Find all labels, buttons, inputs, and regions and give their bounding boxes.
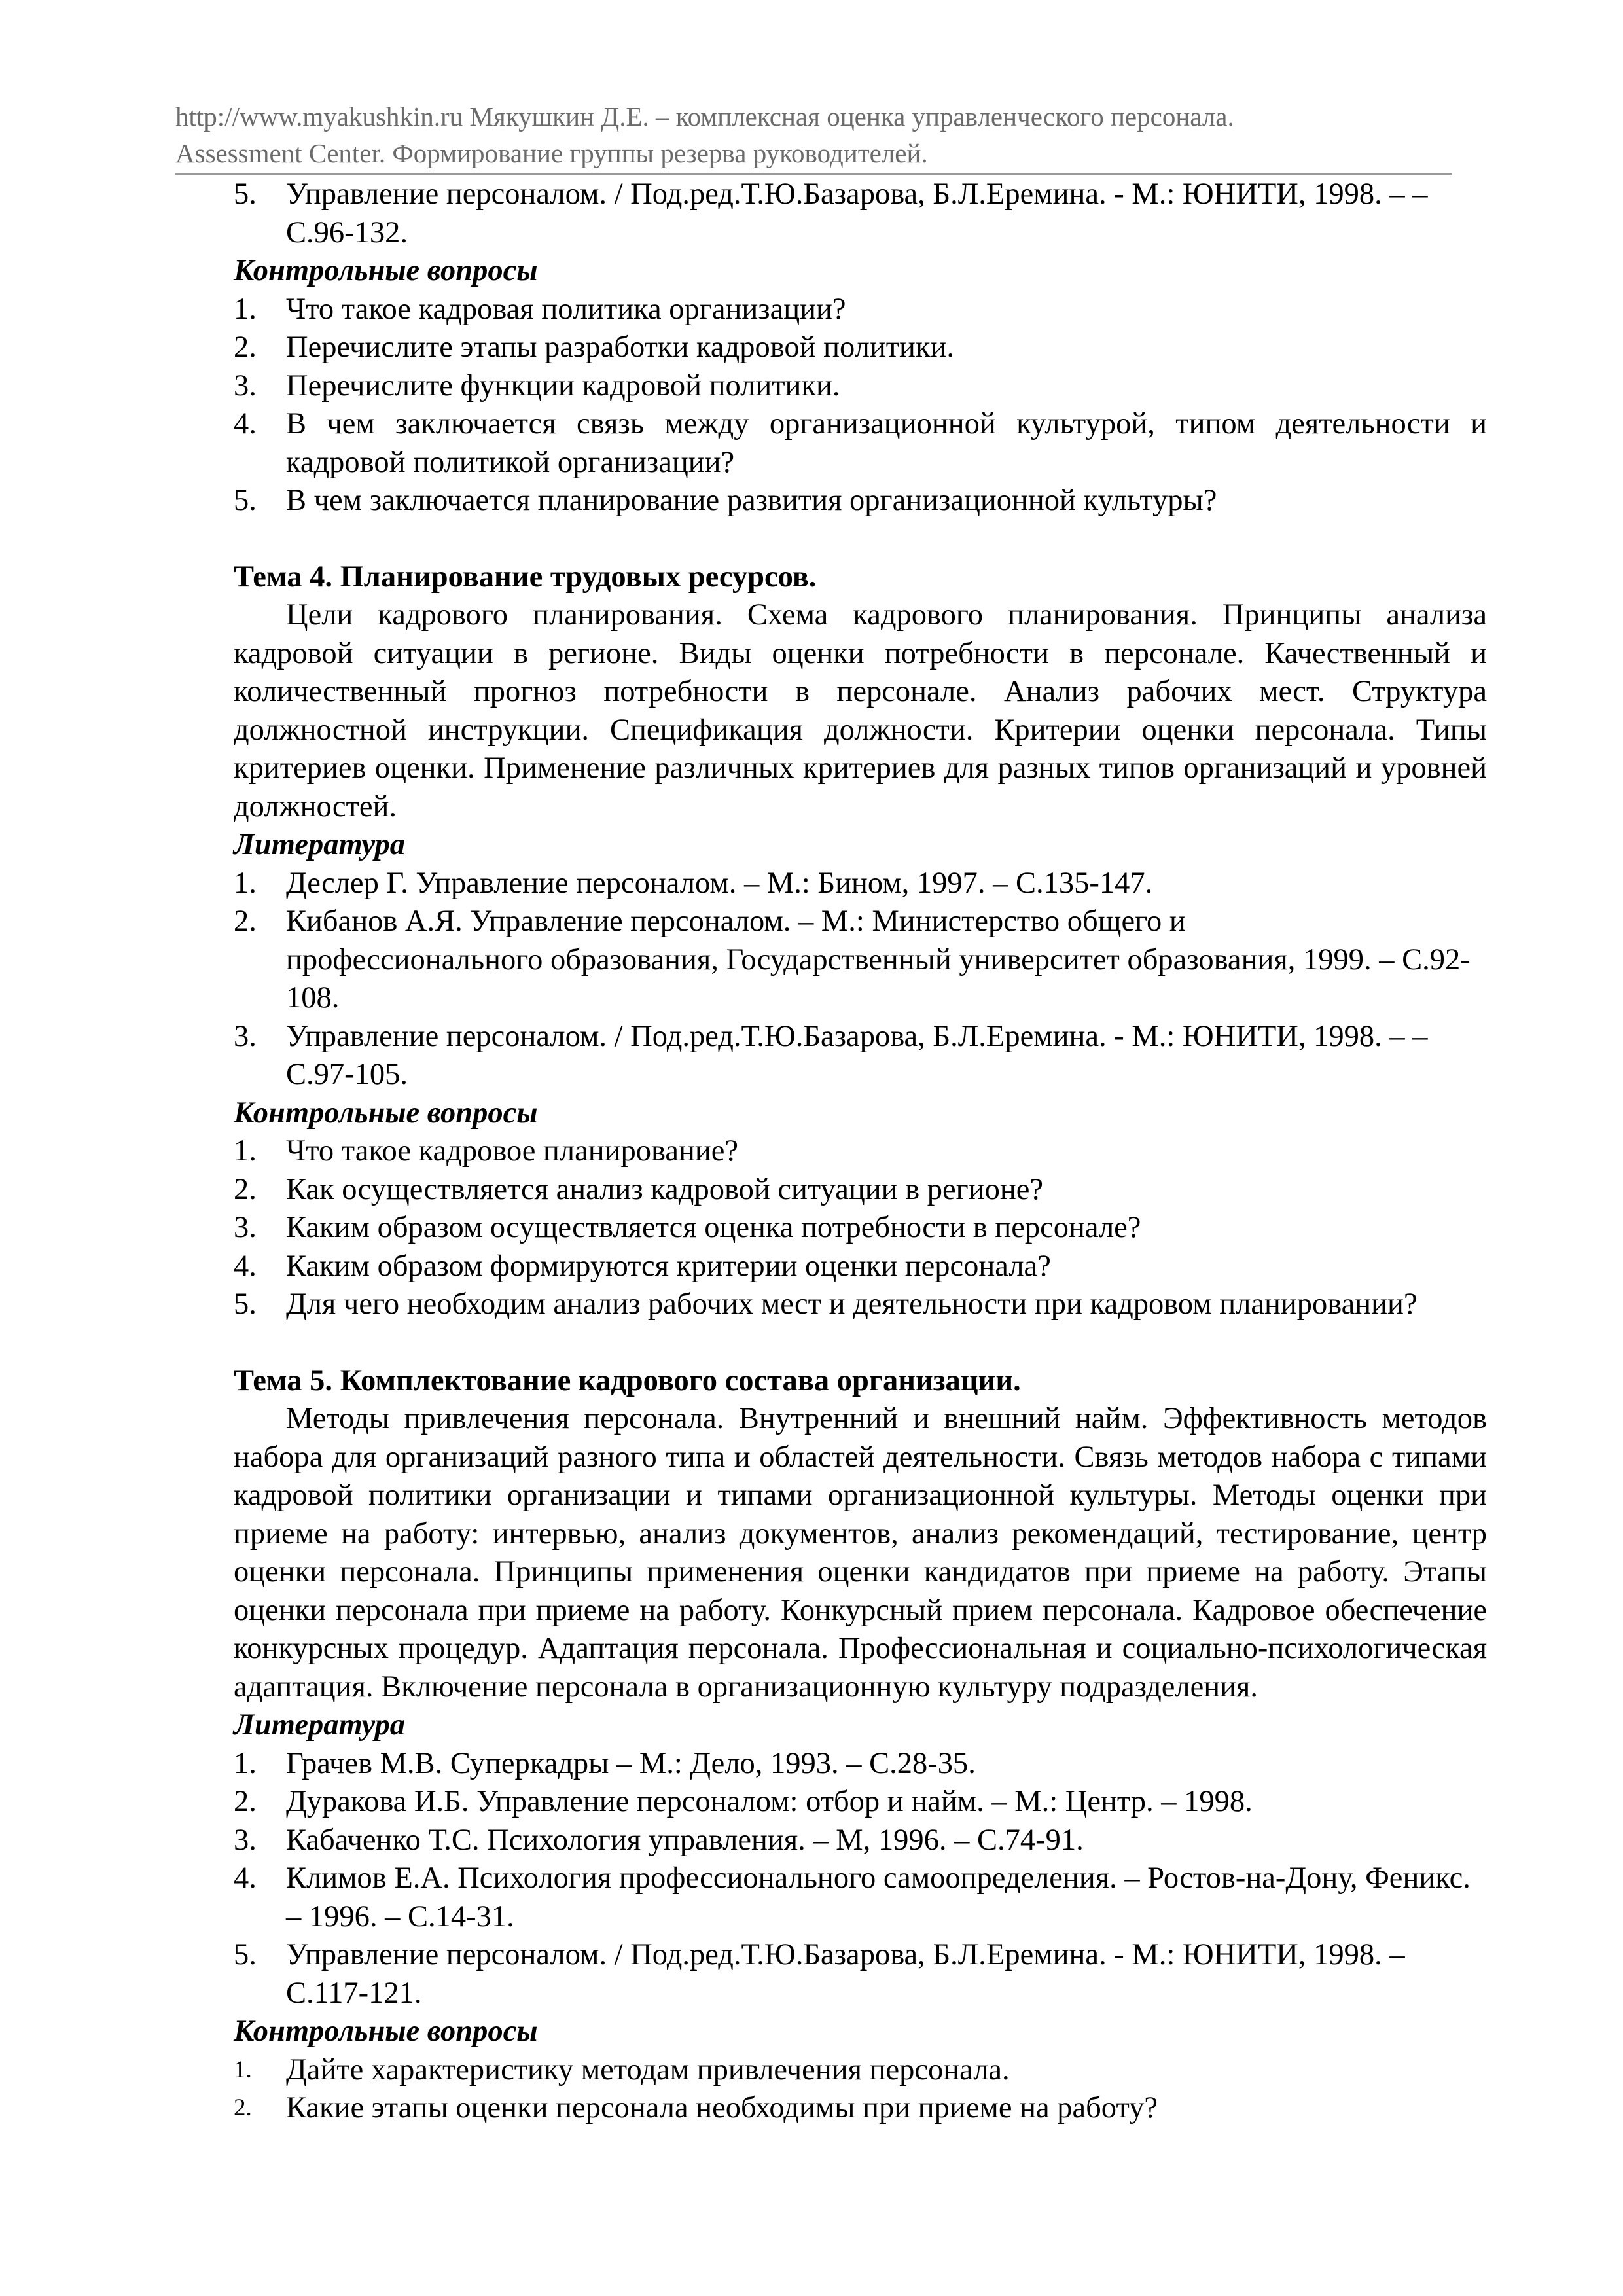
list-number: 2. xyxy=(234,1172,257,1206)
list-item xyxy=(234,1821,1487,1860)
list-text: Грачев М.В. Суперкадры – М.: Дело, 1993. – С.28-35. xyxy=(286,1746,976,1780)
list-item xyxy=(234,367,1487,406)
topic-5-body: Методы привлечения персонала. Внутренний и внешний найм. Эффективность методов набора для организаций разного типа и областей деятельности. Связь методов набора с типами кадровой политики организации и типами организационной культуры. Методы оценки при приеме на работу: интервью, анализ документов, анализ рекомендаций, тестирование, центр оценки персонала. Принципы применения оценки кандидатов при приеме на работу. Этапы оценки персонала при приеме на работу. Конкурсный прием персонала. Кадровое обеспечение конкурсных процедур. Адаптация персонала. Профессиональная и социально-психологическая адаптация. Включение персонала в организационную культуру подразделения. xyxy=(234,1402,1487,1704)
list-number: 5. xyxy=(234,177,257,211)
document-body xyxy=(234,175,1487,2128)
list-item xyxy=(234,2089,1487,2128)
list-item xyxy=(234,1247,1487,1286)
topic-4-body: Цели кадрового планирования. Схема кадрового планирования. Принципы анализа кадровой ситуации в регионе. Виды оценки потребности в персонале. Качественный и количественный прогноз потребности в персонале. Анализ рабочих мест. Структура должностной инструкции. Спецификация должности. Критерии оценки персонала. Типы критериев оценки. Применение различных критериев для разных типов организаций и уровней должностей. xyxy=(234,598,1487,823)
list-number: 3. xyxy=(234,1211,257,1244)
list-number: 1. xyxy=(234,2056,252,2083)
section-heading: Контрольные вопросы xyxy=(234,1096,538,1130)
list-item xyxy=(234,1132,1487,1171)
list-item xyxy=(234,1285,1487,1324)
list-text: В чем заключается связь между организационной культурой, типом деятельности и кадровой политикой организации? xyxy=(286,407,1487,479)
list-number: 2. xyxy=(234,2094,252,2121)
list-number: 2. xyxy=(234,331,257,364)
list-text-line-1: Кибанов А.Я. Управление персоналом. – М.: Министерство общего и xyxy=(286,905,1186,938)
section-heading: Литература xyxy=(234,828,405,861)
topic-4-questions-list xyxy=(234,1132,1487,1324)
topic-5-questions-list xyxy=(234,2051,1487,2128)
list-item xyxy=(234,405,1487,482)
list-text: Кабаченко Т.С. Психология управления. – М, 1996. – С.74-91. xyxy=(286,1823,1084,1857)
list-text: Что такое кадровое планирование? xyxy=(286,1134,739,1168)
list-text: Климов Е.А. Психология профессионального самоопределения. – Ростов-на-Дону, Феникс. – 1996. – С.14-31. xyxy=(286,1861,1471,1933)
list-number: 2. xyxy=(234,905,257,938)
top-questions-list xyxy=(234,291,1487,520)
list-item xyxy=(234,1209,1487,1247)
list-number: 1. xyxy=(234,292,257,326)
list-number: 1. xyxy=(234,866,257,900)
section-heading: Контрольные вопросы xyxy=(234,2015,538,2048)
list-text: Каким образом осуществляется оценка потребности в персонале? xyxy=(286,1211,1141,1244)
list-number: 1. xyxy=(234,1746,257,1780)
list-text: Деслер Г. Управление персоналом. – М.: Бином, 1997. – С.135-147. xyxy=(286,866,1153,900)
list-number: 4. xyxy=(234,407,257,440)
list-number: 4. xyxy=(234,1861,257,1895)
list-text: Дайте характеристику методам привлечения персонала. xyxy=(286,2053,1010,2087)
list-number: 1. xyxy=(234,1134,257,1168)
page-header xyxy=(175,98,1452,171)
header-divider xyxy=(175,173,1452,175)
list-item xyxy=(234,1936,1487,2013)
list-number: 5. xyxy=(234,1287,257,1321)
list-item xyxy=(234,482,1487,520)
list-text: Для чего необходим анализ рабочих мест и деятельности при кадровом планировании? xyxy=(286,1287,1418,1321)
topic-5-literature-list xyxy=(234,1745,1487,2013)
list-item xyxy=(234,903,1487,1018)
list-number: 3. xyxy=(234,1823,257,1857)
list-item xyxy=(234,1783,1487,1821)
list-item xyxy=(234,2051,1487,2090)
header-line-1: http://www.myakushkin.ru Мякушкин Д.Е. – комплексная оценка управленческого персонала. xyxy=(175,101,1234,132)
list-item xyxy=(234,1745,1487,1784)
list-number: 5. xyxy=(234,1938,257,1971)
top-literature-list xyxy=(234,175,1487,252)
list-text: Какие этапы оценки персонала необходимы при приеме на работу? xyxy=(286,2091,1158,2125)
list-item xyxy=(234,1171,1487,1210)
list-number: 4. xyxy=(234,1249,257,1283)
topic-4-title: Тема 4. Планирование трудовых ресурсов. xyxy=(234,560,817,594)
list-text: Управление персоналом. / Под.ред.Т.Ю.Базарова, Б.Л.Еремина. - М.: ЮНИТИ, 1998. – С.117-121. xyxy=(286,1938,1405,2010)
list-text: Управление персоналом. / Под.ред.Т.Ю.Базарова, Б.Л.Еремина. - М.: ЮНИТИ, 1998. – – С.97-105. xyxy=(286,1019,1428,1091)
list-number: 3. xyxy=(234,1019,257,1053)
list-number: 5. xyxy=(234,484,257,517)
header-line-2: Assessment Center. Формирование группы резерва руководителей. xyxy=(175,138,928,168)
list-text: Перечислите этапы разработки кадровой политики. xyxy=(286,331,955,364)
list-text: Дуракова И.Б. Управление персоналом: отбор и найм. – М.: Центр. – 1998. xyxy=(286,1785,1253,1818)
list-item xyxy=(234,329,1487,367)
list-text: В чем заключается планирование развития организационной культуры? xyxy=(286,484,1217,517)
list-text: Управление персоналом. / Под.ред.Т.Ю.Базарова, Б.Л.Еремина. - М.: ЮНИТИ, 1998. – – С.96-132. xyxy=(286,177,1428,249)
list-item xyxy=(234,1018,1487,1094)
list-number: 3. xyxy=(234,368,257,403)
list-item xyxy=(234,1859,1487,1936)
list-text-line-2: профессионального образования, Государственный университет образования, 1999. – С.92-108. xyxy=(286,942,1471,1014)
section-heading: Литература xyxy=(234,1708,405,1742)
list-item xyxy=(234,865,1487,903)
list-text: Перечислите функции кадровой политики. xyxy=(286,368,840,403)
list-text: Что такое кадровая политика организации? xyxy=(286,292,846,326)
list-text: Каким образом формируются критерии оценки персонала? xyxy=(286,1249,1051,1283)
topic-5-title: Тема 5. Комплектование кадрового состава организации. xyxy=(234,1363,1021,1397)
list-item xyxy=(234,291,1487,329)
list-text: Как осуществляется анализ кадровой ситуации в регионе? xyxy=(286,1172,1043,1206)
list-item xyxy=(234,175,1487,252)
section-heading: Контрольные вопросы xyxy=(234,254,538,287)
list-number: 2. xyxy=(234,1785,257,1818)
topic-4-literature-list xyxy=(234,865,1487,1094)
